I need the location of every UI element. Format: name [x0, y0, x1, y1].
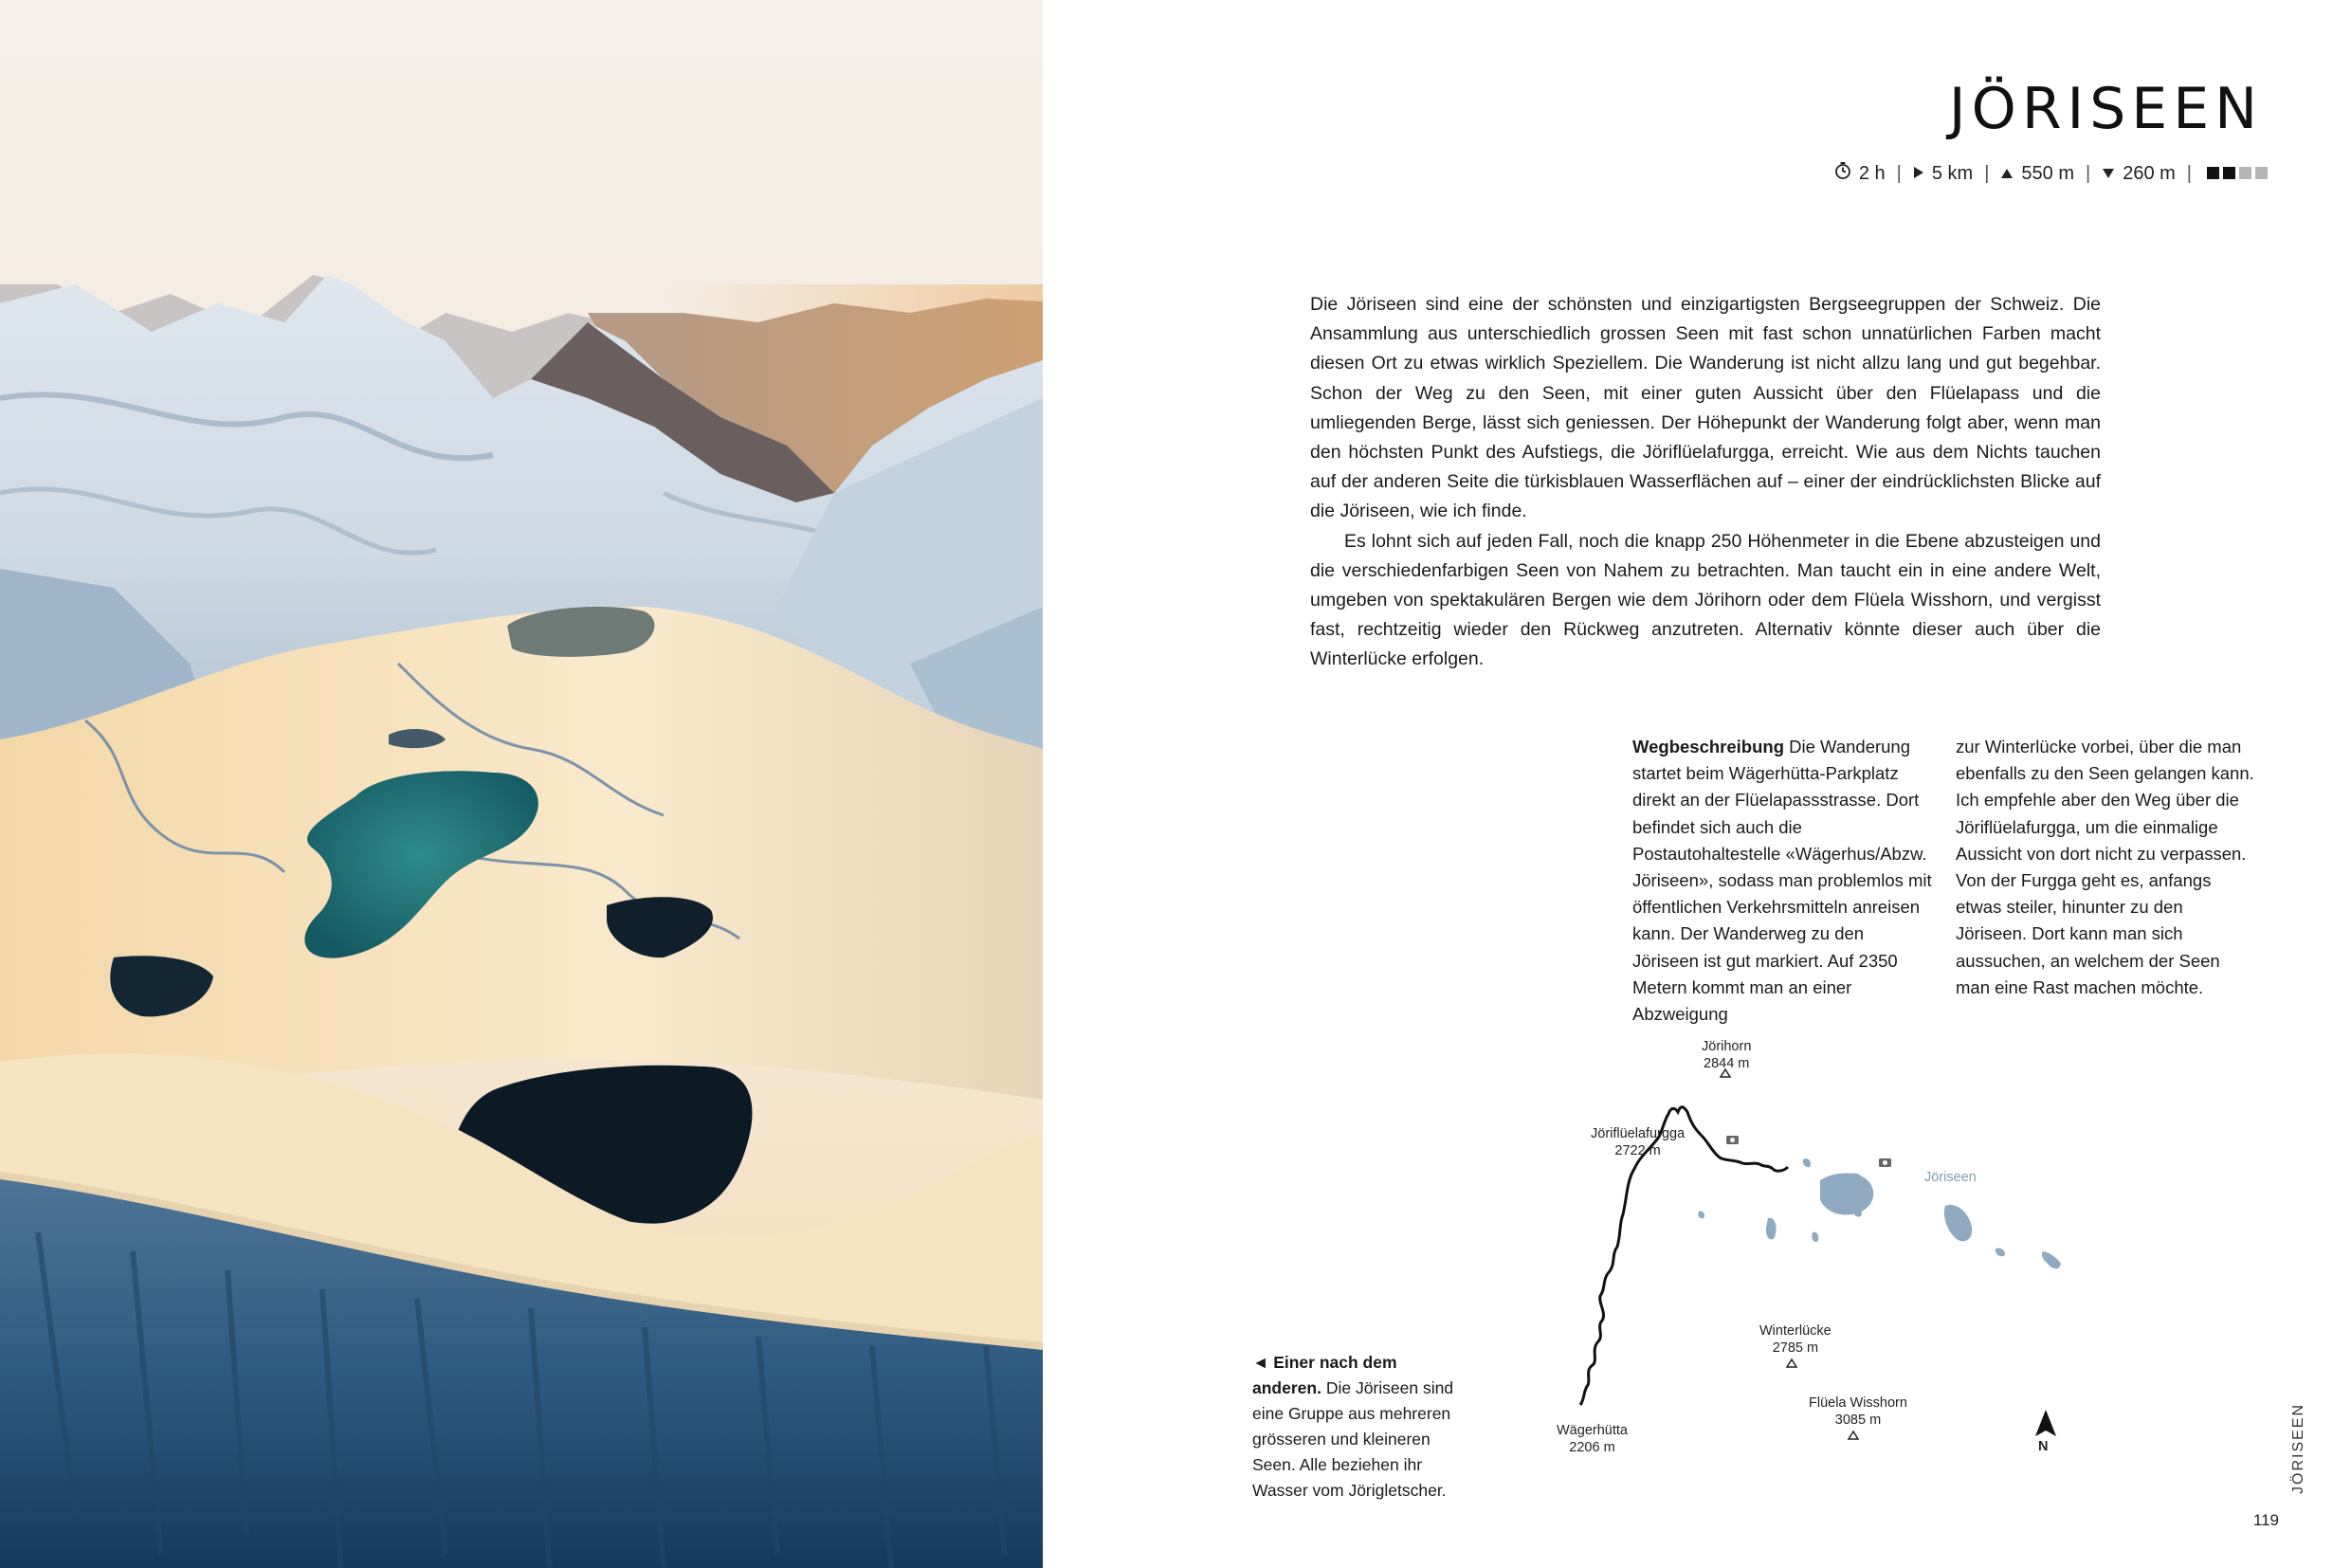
route-column-1 — [1632, 734, 1934, 1028]
wisshorn-peak-icon — [1849, 1431, 1858, 1439]
clock-icon — [1834, 161, 1851, 186]
photo-caption — [1252, 1350, 1466, 1504]
caption-bold: Einer nach dem anderen. — [1252, 1353, 1397, 1397]
winterlucke-name: Winterlücke — [1759, 1323, 1832, 1339]
difficulty-square — [2239, 167, 2251, 179]
descent-value: 260 m — [2123, 162, 2176, 184]
separator: | — [1984, 162, 1990, 184]
map-label-winterlucke — [1759, 1322, 1832, 1357]
map-label-furgga — [1591, 1125, 1685, 1159]
furgga-name: Jöriflüelafurgga — [1591, 1126, 1686, 1141]
wisshorn-altitude: 3085 m — [1834, 1413, 1882, 1428]
map-label-joriseen: Jöriseen — [1924, 1170, 1977, 1185]
map-label-wisshorn — [1809, 1395, 1907, 1429]
jorihorn-name: Jörihorn — [1702, 1039, 1752, 1054]
aerial-photo-joriseen — [0, 0, 1043, 1568]
difficulty-rating — [2203, 163, 2268, 185]
furgga-altitude: 2722 m — [1614, 1143, 1661, 1158]
down-triangle-icon — [2102, 163, 2115, 185]
map-label-jorihorn — [1702, 1038, 1751, 1072]
caption-arrow: ◄ — [1252, 1353, 1269, 1372]
north-arrow-icon — [2035, 1410, 2056, 1436]
route-column-2 — [1956, 734, 2257, 1001]
ascent-value: 550 m — [2021, 162, 2074, 184]
separator: | — [2186, 162, 2192, 184]
duration-value: 2 h — [1858, 162, 1886, 184]
route-heading: Wegbeschreibung — [1632, 737, 1785, 757]
intro-paragraph: Die Jöriseen sind eine der schönsten und einzigartigsten Bergseegruppen der Schweiz. Die Ansammlung aus unterschiedlich grossen Seen mit fast schon unnatürlichen Farben macht diesen Ort zu etwas wirklich Speziellem. Die Wanderung ist nicht allzu lang und gut begehbar. Schon der Weg zu den Seen, mit einer guten Aussicht über den Flüelapass und die umliegenden Berge, lässt sich geniessen. Der Höhepunkt der Wanderung folgt aber, wenn man den höchsten Punkt des Aufstiegs, die Jöriflüelafurgga, erreicht. Wie aus dem Nichts tauchen auf der anderen Seite die türkisblauen Wasserflächen auf – einer der eindrücklichsten Blicke auf die Jöriseen, wie ich finde. — [1310, 294, 2101, 522]
distance-value: 5 km — [1931, 162, 1974, 184]
wagerhutta-name: Wägerhütta — [1557, 1423, 1628, 1438]
separator: | — [2086, 162, 2091, 184]
side-label: JÖRISEEN — [2290, 1402, 2306, 1494]
up-triangle-icon — [2000, 163, 2014, 185]
page-title: JÖRISEEN — [1948, 76, 2263, 142]
camera-icon — [1726, 1136, 1739, 1144]
intro-text — [1310, 290, 2101, 675]
caption-text: Die Jöriseen sind eine Gruppe aus mehreren grösseren und kleineren Seen. Alle beziehen ihr Wasser vom Jörigletscher. — [1252, 1378, 1454, 1500]
page-number: 119 — [2252, 1511, 2279, 1529]
intro-paragraph: Es lohnt sich auf jeden Fall, noch die knapp 250 Höhenmeter in die Ebene abzusteigen und die verschiedenfarbigen Seen von Nahem zu betrachten. Man taucht ein in eine andere Welt, umgeben von spektakulären Bergen wie dem Jörihorn oder dem Flüela Wisshorn, und vergisst fast, rechtzeitig wieder den Rückweg anzutreten. Alternativ könnte dieser auch über die Winterlücke erfolgen. — [1310, 530, 2101, 670]
play-icon — [1913, 163, 1924, 185]
route-text-2: zur Winterlücke vorbei, über die man ebenfalls zu den Seen gelangen kann. Ich empfehle aber den Weg über die Jöriflüelafurgga, um die einmalige Aussicht von dort nicht zu verpassen. Von der Furgga geht es, anfangs etwas steiler, hinunter zu den Jöriseen. Dort kann man sich aussuchen, an welchem der Seen man eine Rast machen möchte. — [1956, 737, 2254, 997]
map-label-wagerhutta — [1557, 1422, 1628, 1456]
north-label: N — [2038, 1439, 2049, 1454]
difficulty-square — [2207, 167, 2219, 179]
camera-icon — [1879, 1158, 1891, 1167]
separator: | — [1896, 162, 1902, 184]
lakes — [1698, 1158, 2061, 1268]
wagerhutta-altitude: 2206 m — [1569, 1440, 1615, 1455]
winterlucke-altitude: 2785 m — [1772, 1340, 1819, 1356]
difficulty-square — [2255, 167, 2268, 179]
difficulty-square — [2223, 167, 2235, 179]
wisshorn-name: Flüela Wisshorn — [1809, 1395, 1907, 1411]
hike-stats — [1834, 161, 2268, 186]
jorihorn-altitude: 2844 m — [1704, 1056, 1750, 1071]
winterlucke-peak-icon — [1787, 1359, 1796, 1367]
route-text-1: Die Wanderung startet beim Wägerhütta-Parkplatz direkt an der Flüelapassstrasse. Dort befindet sich auch die Postautohaltestelle «Wägerhus/Abzw. Jöriseen», sodass man problemlos mit öffentlichen Verkehrsmitteln anreisen kann. Der Wanderweg zu den Jöriseen ist gut markiert. Auf 2350 Metern kommt man an einer Abzweigung — [1632, 737, 1932, 1025]
